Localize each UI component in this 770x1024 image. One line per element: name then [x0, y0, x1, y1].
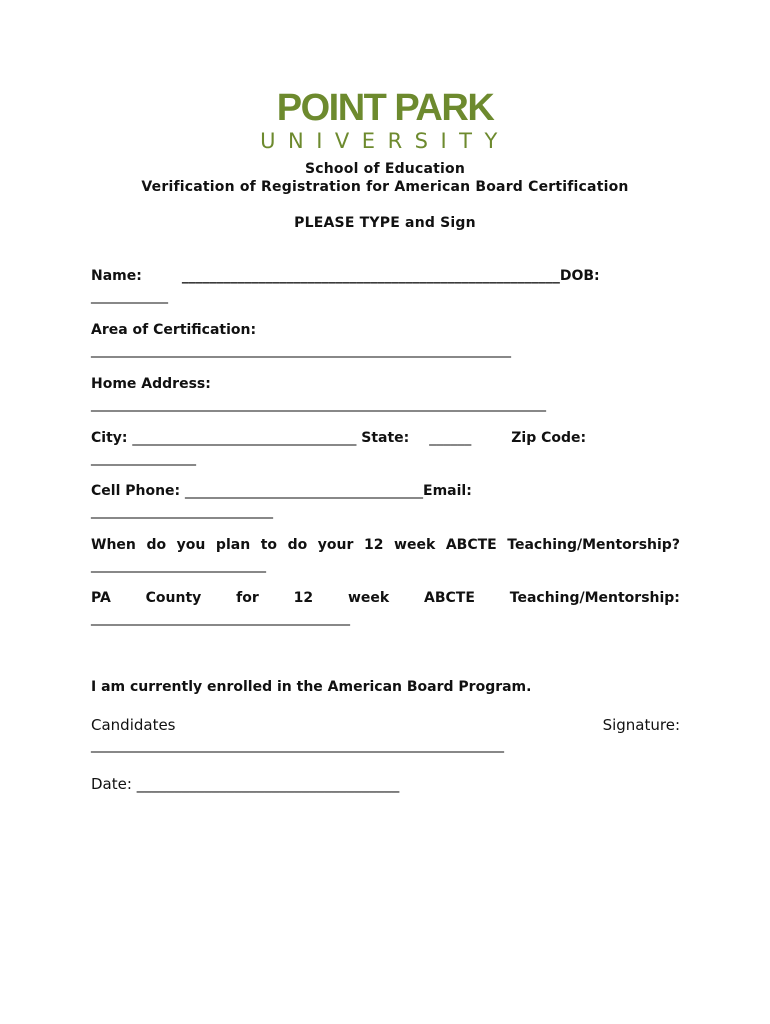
- address-label: Home Address:: [91, 376, 211, 392]
- zip-field[interactable]: _______________: [91, 450, 196, 466]
- when-word: plan: [215, 537, 251, 553]
- when-question: [91, 537, 680, 553]
- signature-label: Signature:: [602, 716, 680, 734]
- city-row: [91, 430, 586, 446]
- when-word: your: [317, 537, 354, 553]
- area-label: Area of Certification:: [91, 322, 257, 338]
- logo-line1: POINT PARK: [276, 92, 494, 129]
- county-question: [91, 590, 680, 606]
- when-word: to: [260, 537, 278, 553]
- county-word: week: [347, 590, 390, 606]
- university-logo: [0, 92, 770, 152]
- when-field[interactable]: _________________________: [91, 557, 266, 573]
- when-word: do: [287, 537, 308, 553]
- county-field[interactable]: _____________________________________: [91, 610, 350, 626]
- form-title: Verification of Registration for American Board Certification: [141, 179, 629, 195]
- date-label: Date:: [91, 775, 132, 793]
- point-park-logo: [245, 92, 525, 152]
- phone-label: Cell Phone:: [91, 483, 181, 499]
- when-word: Teaching/Mentorship?: [507, 537, 680, 553]
- area-field[interactable]: ____________________________________________________________: [91, 342, 511, 358]
- when-word: week: [394, 537, 436, 553]
- county-word: ABCTE: [424, 590, 475, 606]
- date-row: [91, 775, 399, 793]
- state-label: State:: [361, 430, 410, 446]
- email-label: Email:: [423, 483, 472, 499]
- city-field[interactable]: ________________________________: [132, 430, 357, 446]
- when-word: do: [146, 537, 167, 553]
- phone-field[interactable]: __________________________________: [185, 483, 424, 499]
- school-name: School of Education: [304, 161, 465, 177]
- county-word: PA: [91, 590, 111, 606]
- county-word: Teaching/Mentorship:: [509, 590, 680, 606]
- city-label: City:: [91, 430, 128, 446]
- enrolled-statement: I am currently enrolled in the American Board Program.: [91, 679, 532, 695]
- state-field[interactable]: ______: [429, 430, 472, 446]
- name-field[interactable]: ______________________________________________________: [181, 268, 560, 284]
- email-field[interactable]: __________________________: [91, 503, 273, 519]
- name-row: [91, 268, 600, 284]
- when-word: When: [91, 537, 136, 553]
- phone-row: [91, 483, 472, 499]
- dob-field[interactable]: ___________: [91, 288, 168, 304]
- logo-line2: UNIVERSITY: [260, 129, 510, 152]
- zip-label: Zip Code:: [511, 430, 587, 446]
- when-word: you: [176, 537, 206, 553]
- when-word: ABCTE: [445, 537, 497, 553]
- name-label: Name:: [91, 268, 142, 284]
- instruction-text: PLEASE TYPE and Sign: [294, 215, 476, 231]
- county-word: County: [145, 590, 202, 606]
- county-word: 12: [293, 590, 314, 606]
- candidates-label: Candidates: [91, 716, 176, 734]
- dob-label: DOB:: [559, 268, 600, 284]
- address-field[interactable]: _________________________________________________________________: [91, 396, 546, 412]
- county-word: for: [236, 590, 259, 606]
- date-field[interactable]: ___________________________________: [136, 775, 400, 793]
- signature-row: [91, 716, 680, 734]
- signature-field[interactable]: ___________________________________________________________: [91, 737, 504, 753]
- when-word: 12: [363, 537, 384, 553]
